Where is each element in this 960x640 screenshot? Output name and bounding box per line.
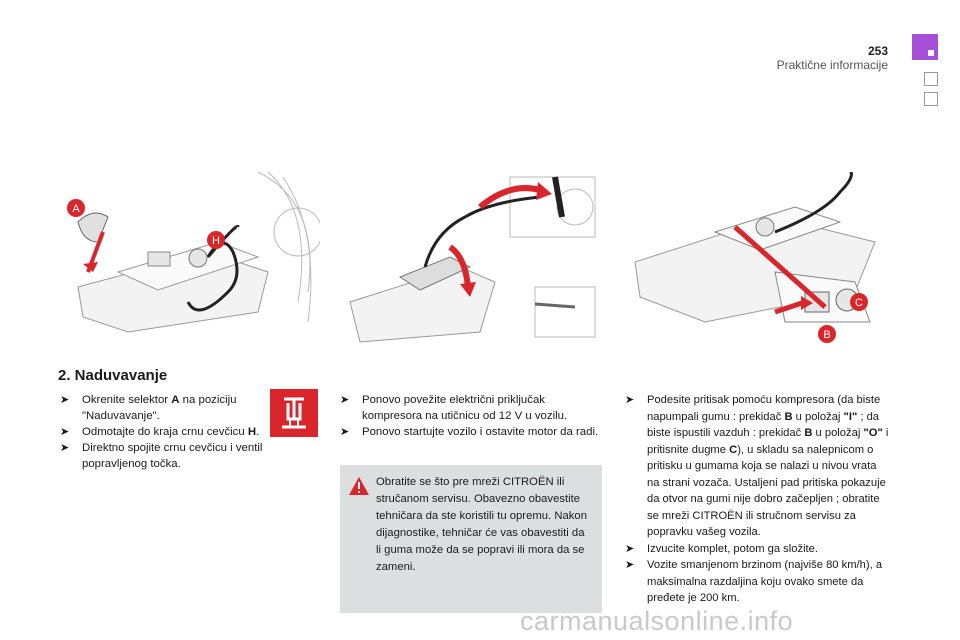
callout-b-label: B (823, 329, 831, 341)
section-heading: 2. Naduvavanje (58, 367, 168, 384)
list-item: ➤ Izvucite komplet, potom ga složite. (625, 541, 890, 558)
list-item: ➤ Ponovo povežite električni priključak kompresora na utičnicu od 12 V u vozilu. (340, 394, 568, 422)
list-item: ➤ Okrenite selektor A na poziciju "Naduvavanje". (60, 394, 237, 422)
bullet-icon: ➤ (340, 426, 350, 438)
chapter-tab[interactable] (924, 72, 938, 86)
chapter-tab[interactable] (924, 92, 938, 106)
compressor-illustration-plug (340, 172, 602, 347)
warning-text: Obratite se što pre mreži CITROËN ili stručanom servisu. Obavezno obavestite tehničara da ste koristili tu opremu. Nakon dijagnostike, tehničar će vas obavestiti da li guma može da se popravi ili mora da se zameni. (376, 476, 587, 573)
list-item: ➤ Direktno spojite crnu cevčicu i ventil popravljenog točka. (60, 442, 263, 470)
chapter-tab-active[interactable] (912, 34, 938, 60)
list-item: ➤ Ponovo startujte vozilo i ostavite motor da radi. (340, 426, 599, 438)
instruction-list-inflate (60, 392, 278, 472)
callout-a-label: A (72, 203, 80, 215)
bullet-icon: ➤ (625, 394, 635, 406)
compressor-illustration-switches (625, 172, 887, 347)
bullet-icon: ➤ (60, 442, 70, 454)
watermark: carmanualsonline.info (520, 606, 794, 636)
compressor-illustration-selector (58, 172, 320, 340)
page-number: 253 (867, 44, 888, 58)
tab-marker-icon (928, 50, 934, 56)
section-title: Praktične informacije (776, 58, 888, 72)
callout-h-label: H (212, 235, 220, 247)
bullet-icon: ➤ (625, 542, 635, 555)
callout-c-label: C (855, 297, 863, 309)
list-item: ➤ Vozite smanjenom brzinom (najviše 80 km/h), a maksimalna razdaljina koju ovako smete da pređete je 200 km. (625, 559, 883, 604)
bullet-icon: ➤ (340, 394, 350, 406)
warning-icon (348, 476, 370, 496)
tyre-pump-icon (270, 389, 318, 437)
list-item: ➤ Podesite pritisak pomoću kompresora (da biste napumpali gumu : prekidač B u položaj "I" ; da biste ispustili vazduh : prekidač B u položaj "O" i pritisnite dugme C), u skladu sa nalepnicom o pritisku u gumama koja se nalazi u nivou vrata na strani vozača. Ustaljeni pad pritiska pokazuje da otvor na gumi nije dobro začepljen ; obratite se mreži CITROËN ili stručnom servisu za popravku vašeg vozila. (625, 394, 889, 538)
bullet-icon: ➤ (60, 394, 70, 406)
bullet-icon: ➤ (60, 426, 70, 438)
instruction-list-connect (340, 392, 600, 440)
list-item: ➤ Odmotajte do kraja crnu cevčicu H. (60, 426, 260, 438)
bullet-icon: ➤ (625, 559, 635, 571)
instruction-list-pressure (625, 392, 890, 607)
